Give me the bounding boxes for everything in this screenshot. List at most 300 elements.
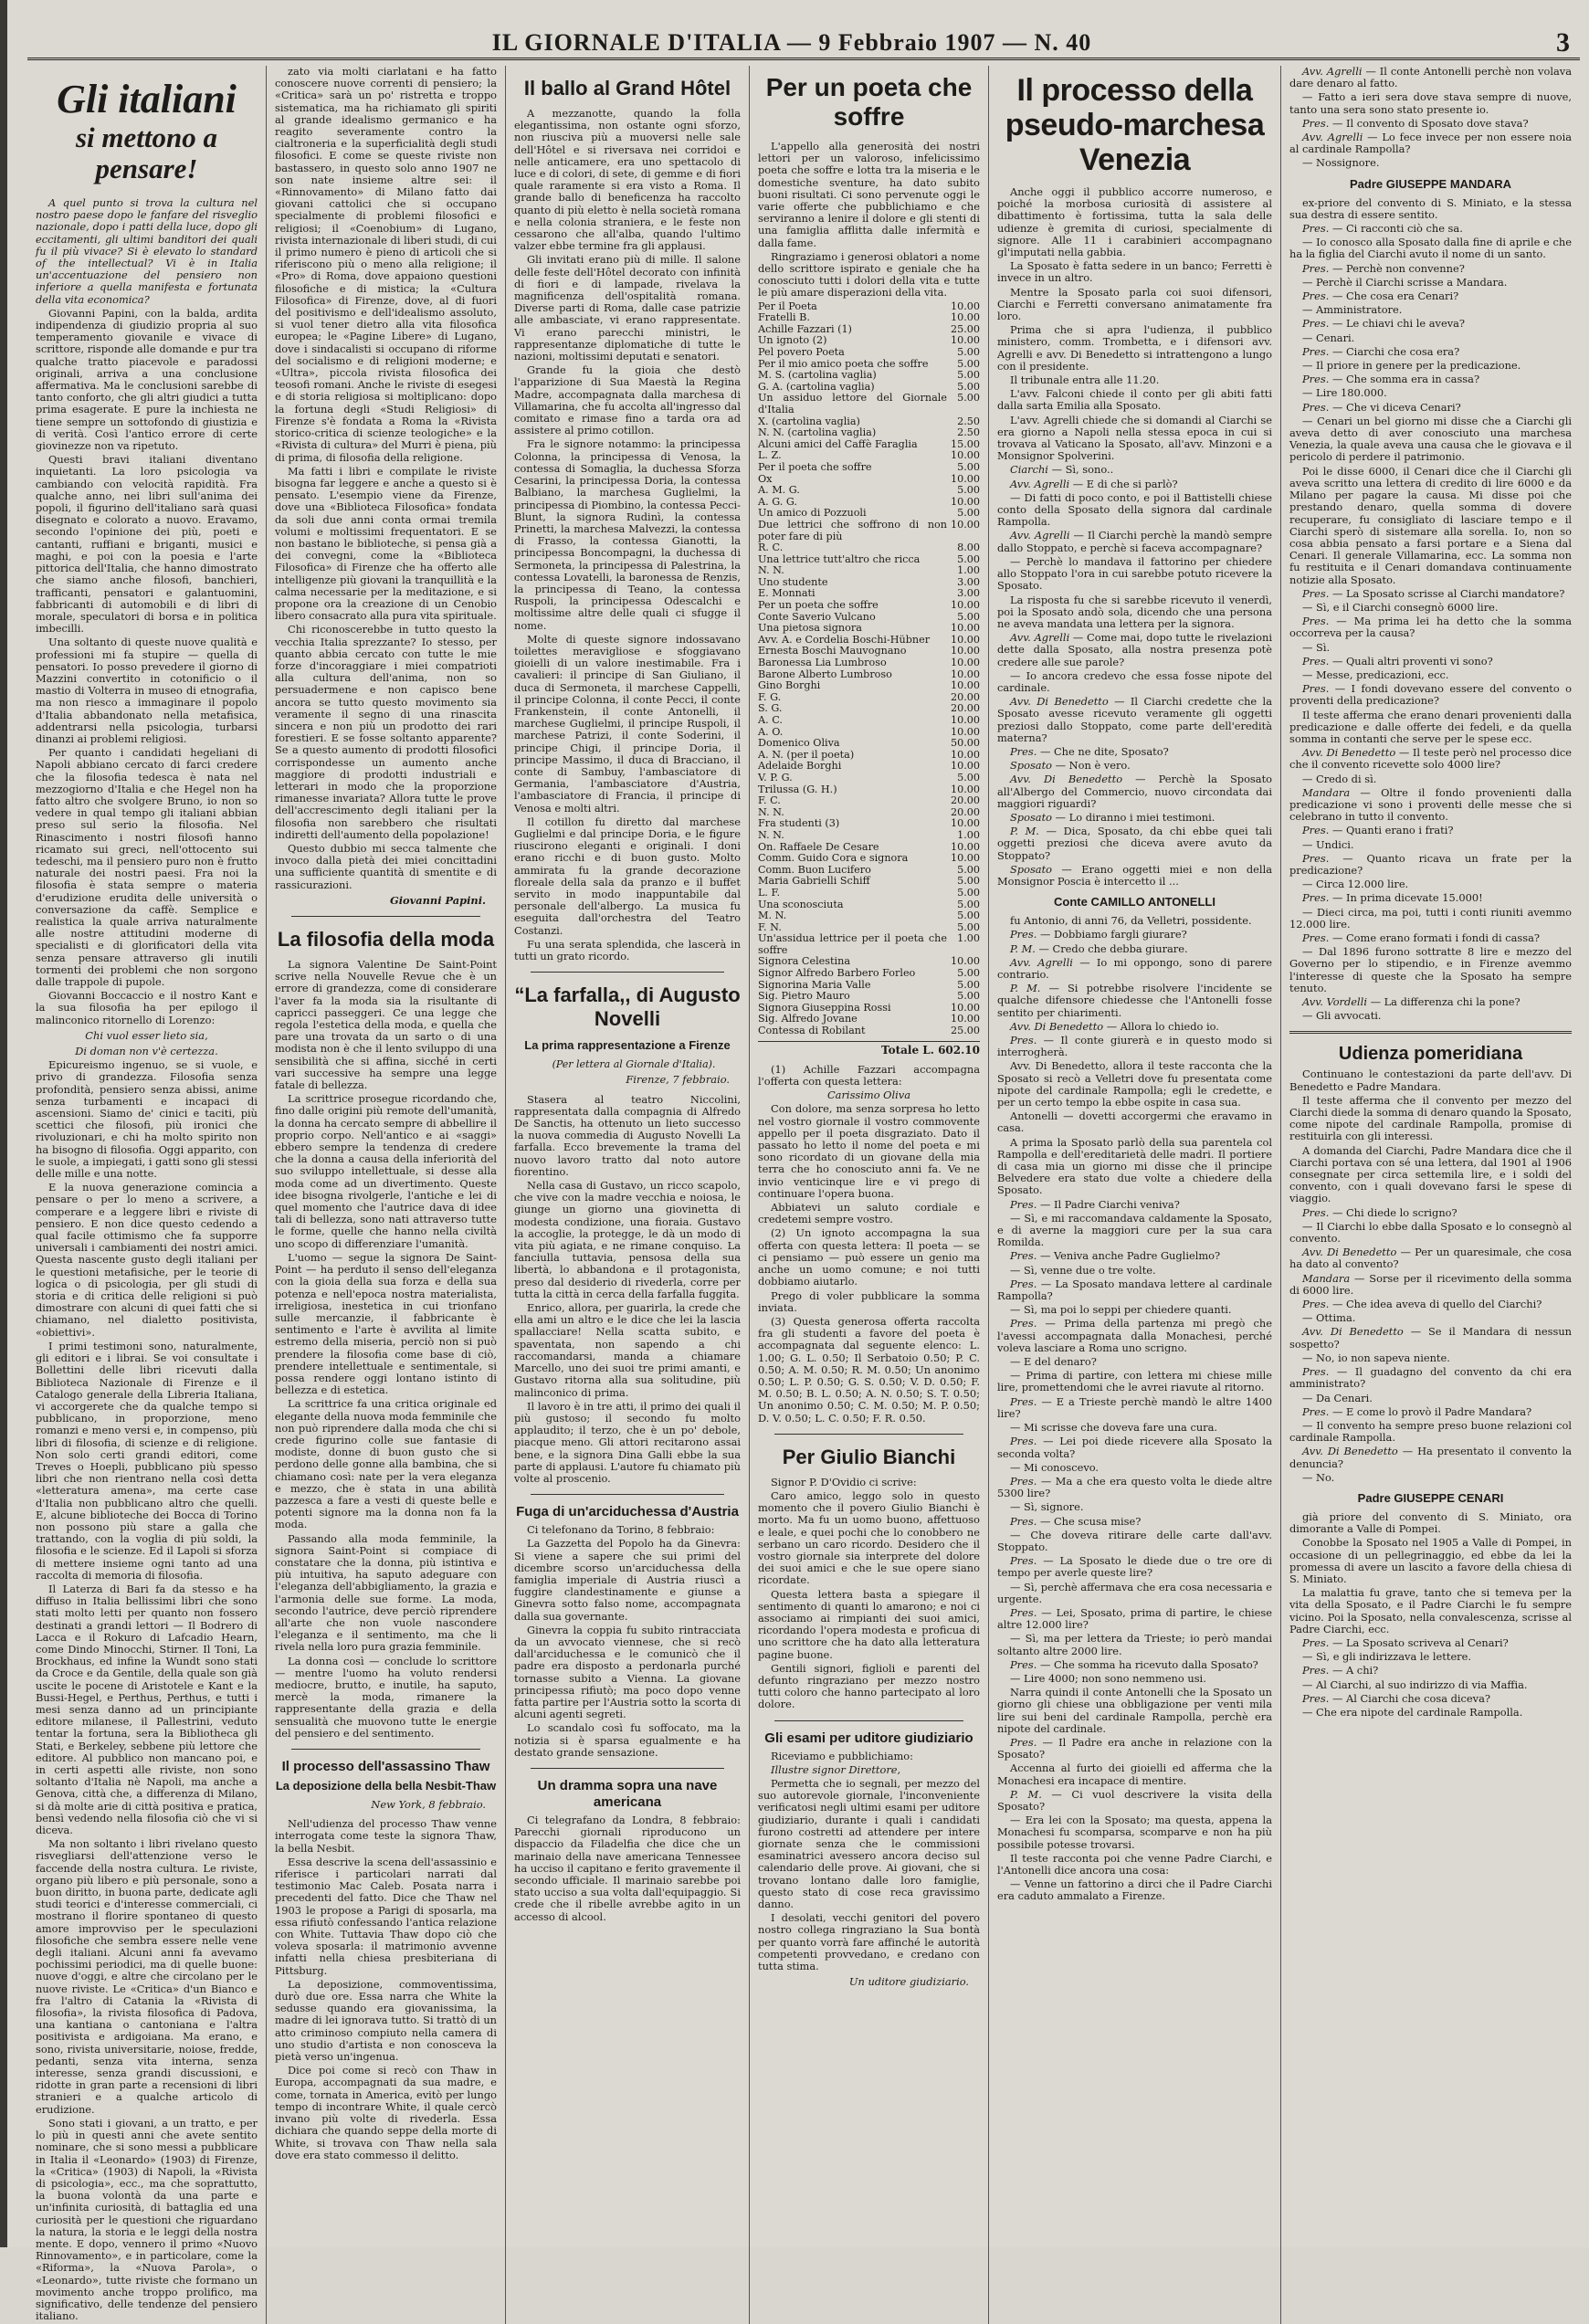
dialogue-text: Avv. Di Benedetto, allora il teste racconta che la Sposato si recò a Velletri dove fu presentata come nipote del cardinale Rampolla; egli le credette, e per un certo tempo la ebbe ospite in casa sua. xyxy=(997,1059,1272,1109)
dialogue-text: — La Sposato scriveva al Cenari? xyxy=(1331,1635,1509,1649)
masthead-title: IL GIORNALE D'ITALIA — 9 Febbraio 1907 — N. 40 xyxy=(491,28,1092,56)
dialogue-line xyxy=(1289,332,1572,344)
dialogue-text: — Perchè lo mandava il fattorino per chiedere allo Stoppato l'ora in cui sarebbe potuto ricevere la Sposato. xyxy=(997,554,1272,593)
speaker-name: Pres. xyxy=(1010,1474,1037,1488)
donation-amount: 5.00 xyxy=(957,920,980,933)
donation-amount: 10.00 xyxy=(950,725,980,738)
dialogue-line xyxy=(997,594,1272,631)
donor-name: Fra studenti (3) xyxy=(758,817,840,830)
paragraph: La donna così — conclude lo scrittore — mentre l'uomo ha voluto rendersi mediocre, brutto, e inutile, ha saputo, mercè la moda, rimanere la rappresentante della grazia e della sensualità che muovono tutte le energie del pensiero e del sentimento. xyxy=(275,1654,497,1740)
paragraph: Grande fu la gioia che destò l'apparizione di Sua Maestà la Regina Madre, accompagnata dalla marchesa di Villamarina, che fu accolta all'ingresso dal comitato e rimase fino a tarda ora ad assistere al primo cotillon. xyxy=(514,363,741,437)
dialogue-text: — Quali altri proventi vi sono? xyxy=(1331,654,1493,668)
dialogue-text: — Sì, ma per lettera da Trieste; io però mandai soltanto altre 2000 lire. xyxy=(997,1632,1272,1657)
dialogue-line xyxy=(997,1110,1272,1134)
donor-name: A. N. (per il poeta) xyxy=(758,748,855,761)
speaker-name: Pres. xyxy=(1010,1605,1037,1619)
dialogue-text: — Che ne dite, Sposato? xyxy=(1039,744,1169,758)
speaker-name: P. M. xyxy=(1010,1787,1042,1801)
dialogue-text: — Sì, sono.. xyxy=(1051,463,1114,477)
donation-row xyxy=(758,818,980,830)
speaker-name: Pres. xyxy=(1302,931,1330,944)
speaker-name: Pres. xyxy=(1302,1404,1330,1418)
speaker-name: P. M. xyxy=(1010,825,1039,838)
donation-amount: 10.00 xyxy=(950,955,980,968)
donor-name: A. G. G. xyxy=(758,495,797,508)
donation-row xyxy=(758,565,980,577)
donation-amount: 5.00 xyxy=(957,507,980,520)
paragraph: Questo dubbio mi secca talmente che invoco dalla pietà dei miei concittadini una sufficiente quantità di smentite e di rassicurazioni. xyxy=(275,842,497,891)
donation-row xyxy=(758,830,980,842)
donation-row xyxy=(758,795,980,807)
donation-row xyxy=(758,968,980,980)
dialogue-line xyxy=(1289,1352,1572,1364)
paragraph: Dice poi come si recò con Thaw in Europa, accompagnati da sua madre, e come, tornata in America, evitò per lungo tempo di incontrare White, il quale cercò invano più volte di rivederla. Essa dichiara che quando seppe della morte di White, si trovava con Thaw nella sala dove era stato commesso il delitto. xyxy=(275,2064,497,2161)
donation-amount: 5.00 xyxy=(957,910,980,922)
paragraph: Passando alla moda femminile, la signora Saint-Point si compiace di constatare che la donna, più istintiva e più intuitiva, ha saputo adeguare con l'eleganza dell'abbigliamento, la grazia e l'armonia delle sue forme. La moda, secondo l'autrice, deve perciò riprendere all'arte che non vuole nascondere l'eleganza e il sentimento, ma che li rivela nella loro pura grazia femminile. xyxy=(275,1531,497,1654)
dialogue-text: — Il teste però nel processo dice che il convento ricevette solo 4000 lire? xyxy=(1289,746,1573,772)
speaker-name: Pres. xyxy=(1302,344,1330,358)
dialogue-line xyxy=(997,929,1272,941)
dialogue-text: — Era lei con la Sposato; ma questa, appena la Monachesi fu scomparsa, scomparve e non ha più possibile potesse trovarsi. xyxy=(997,1814,1272,1851)
dialogue-line xyxy=(1289,642,1572,654)
donor-name: Per il poeta che soffre xyxy=(758,460,872,473)
donor-name: Due lettrici che soffrono di non poter fare di più xyxy=(758,518,947,542)
donation-amount: 2.50 xyxy=(957,415,980,427)
witness-heading: Padre GIUSEPPE MANDARA xyxy=(1350,176,1511,191)
donor-name: L. Z. xyxy=(758,449,782,462)
article-subtitle: La prima rappresentazione a Firenze xyxy=(524,1038,731,1053)
paragraph: Il Laterza di Bari fa da stesso e ha diffuso in Italia bellissimi libri che sono stati molto letti per quanto non fossero destinati a grandi lettori — Il Bodrero di Lacca e il Rokuro di Lafcadio Hearn, come Dindo Minocchi, Stirner. Il Toni, La Brockhaus, ed infine la Wundt sono stati da Croce e da Gentile, della quale son già uscite le pocene di Aristotele e Kant e la Bussi-Hegel, e Perthus, Perthus, e tutti i mesi senza danno ad un principiante editore milanese, il Pallestrini, veduto tentar la fortuna, sera la Bibliotheca gli Stati, e Berkeley, sebbene più lettore che editore. Al pubblico non mancano poi, e in certi aspetti alle riviste, non sono soltanto d'Italia nè Napoli, ma anche a Genova, città che, a differenza di Milano, si dà molte arie di città positiva e pratica, bensì vedendo nella filosofia ciò che vi si diceva. xyxy=(36,1582,258,1837)
dialogue-line xyxy=(997,1250,1272,1262)
dialogue-text: — Lire 4000; non sono nemmeno usi. xyxy=(1010,1671,1206,1685)
paragraph: Il cotillon fu diretto dal marchese Guglielmi e dal principe Doria, e le figure riuscirono eleganti e originali. I doni erano ricchi e di buon gusto. Molto ammirata fu la grande decorazione floreale della sala da pranzo e il buffet servito in modo inappuntabile dal personale dell'albergo. La musica fu eseguita dall'orchestra del Teatro Costanzi. xyxy=(514,815,741,937)
speaker-name: Avv. Di Benedetto xyxy=(1302,1445,1398,1458)
dialogue-text: — Al Ciarchi, al suo indirizzo di via Maffia. xyxy=(1302,1677,1528,1691)
dialogue-line xyxy=(997,1501,1272,1513)
dialogue-line xyxy=(997,943,1272,955)
donor-name: Comm. Guido Cora e signora xyxy=(758,852,909,865)
donation-amount: 20.00 xyxy=(950,690,980,703)
donation-amount: 10.00 xyxy=(950,1013,980,1025)
donor-name: Per il Poeta xyxy=(758,300,817,312)
dialogue-text: — Oltre il fondo provenienti dalla predicazione vi sono i proventi delle messe che si celebrano in tutto il convento. xyxy=(1289,785,1573,824)
speaker-name: Avv. Agrelli xyxy=(1302,65,1363,78)
dialogue-line xyxy=(997,1356,1272,1368)
divider xyxy=(531,972,724,973)
donation-amount: 20.00 xyxy=(950,794,980,807)
speaker-name: Pres. xyxy=(1302,1205,1330,1219)
dialogue-text: — Il Padre era anche in relazione con la Sposato? xyxy=(997,1735,1272,1761)
column-6 xyxy=(1281,66,1580,2324)
paragraph: fu Antonio, di anni 76, da Velletri, possidente. xyxy=(1010,914,1252,928)
donation-amount: 10.00 xyxy=(950,518,980,531)
donation-amount: 5.00 xyxy=(957,460,980,473)
donation-row xyxy=(758,715,980,727)
paragraph: Prima che si apra l'udienza, il pubblico ministero, comm. Trombetta, e i difensori avv. Agrelli e avv. Di Benedetto si intrattengono a lungo con il presidente. xyxy=(997,323,1272,373)
dialogue-line xyxy=(1289,1707,1572,1719)
donation-row xyxy=(758,542,980,554)
dialogue-text: — Dal 1896 furono sottratte 8 lire e mezzo del Governo per lo stipendio, e in Firenze avemmo l'interesse di queste che la Sposato ha sempre tenuto. xyxy=(1289,945,1572,994)
donation-amount: 10.00 xyxy=(950,633,980,646)
column-1 xyxy=(27,66,267,2324)
donation-amount: 3.00 xyxy=(957,587,980,600)
paragraph: Per quanto i candidati hegeliani di Napoli abbiano cercato di farci credere che la filosofia tedesca è nata nel mezzogiorno d'Italia e che Hegel non ha fatto altro che svolgere Bruno, io non so vedere in qual tempo gli italiani abbian preso sul serio la filosofia. Nel Rinascimento i nostri filosofi hanno ricamato sui greci, nell'ottocento sui tedeschi, ma il pensiero puro non è frutto naturale dei nostri paesi. Fra noi la filosofia è stata sempre o materia d'erudizione erudita delle università o conversazione da caffè. Semplice e realistica la quale arriva naturalmente alle nostre attitudini moderne di specialisti e di glorificatori della vita senza pensare attraverso gli inutili tormenti dei problemi che non sorgono dalle trappole di pupole. xyxy=(36,746,258,988)
dialogue-text: — Lo fece invece per non essere noia al cardinale Rampolla? xyxy=(1289,131,1573,156)
dialogue-block xyxy=(997,464,1272,888)
speaker-name: Pres. xyxy=(1010,744,1037,758)
dialogue-line xyxy=(997,478,1272,490)
dialogue-line xyxy=(997,1199,1272,1211)
donation-row xyxy=(758,393,980,415)
speaker-name: Pres. xyxy=(1302,824,1330,837)
dialogue-text: — La Sposato mandava lettere al cardinale Rampolla? xyxy=(997,1277,1272,1303)
speaker-name: Pres. xyxy=(1302,289,1330,303)
donor-name: A. O. xyxy=(758,725,784,738)
dialogue-text: — La differenza chi la pone? xyxy=(1370,995,1521,1009)
donation-amount: 10.00 xyxy=(950,714,980,727)
divider xyxy=(1289,1031,1572,1034)
speaker-name: Avv. Di Benedetto xyxy=(1302,746,1396,760)
paragraph: Nell'udienza del processo Thaw venne interrogata come teste la signora Thaw, la bella Nesbit. xyxy=(275,1817,497,1855)
dialogue-text: — Il priore in genere per la predicazione. xyxy=(1302,359,1521,373)
dialogue-line xyxy=(997,670,1272,694)
dialogue-line xyxy=(1289,387,1572,399)
donor-name: S. G. xyxy=(758,702,783,715)
paragraph: Signor P. D'Ovidio ci scrive: xyxy=(771,1475,917,1488)
speaker-name: Pres. xyxy=(1302,682,1330,696)
dialogue-line xyxy=(997,1137,1272,1197)
speaker-name: Avv. Agrelli xyxy=(1010,631,1070,645)
donation-amount: 10.00 xyxy=(950,449,980,462)
donation-amount: 50.00 xyxy=(950,737,980,750)
donation-row xyxy=(758,485,980,497)
speaker-name: Pres. xyxy=(1302,116,1330,130)
paragraph: Epicureismo ingenuo, se si vuole, e privo di grandezza. Filosofia senza profondità, pensiero senza abissi, anime senza turbamenti e incapaci di ascensioni. Siamo de' cinici e taciti, più scettici che filosofi, più ironici che rivoluzionari, e chi ha molto spirito non ha bisogno di filosofia. Oggi apparito, con le suole, a impiegati, i gatti sono gli stessi delle mille e una notte. xyxy=(36,1058,258,1181)
dialogue-line xyxy=(997,1396,1272,1420)
dialogue-text: — Prima della partenza mi pregò che l'avessi accompagnata dalla Monachesi, perché voleva lasciare a Roma uno scrigno. xyxy=(997,1317,1273,1354)
column-3 xyxy=(506,66,750,2324)
paragraph: Il teste afferma che erano denari provenienti dalla predicazione e dalle offerte dei fedeli, e da quella somma in contanti che serve per le spese ecc. xyxy=(1289,708,1572,745)
donor-name: N. N. xyxy=(758,805,784,818)
divider xyxy=(531,1494,724,1495)
speaker-name: Pres. xyxy=(1302,891,1330,905)
dialogue-line xyxy=(1289,1406,1572,1418)
donor-name: A. C. xyxy=(758,714,783,727)
donor-name: Comm. Buon Lucifero xyxy=(758,863,871,876)
dialogue-text: — La Sposato scrisse al Ciarchi mandatore? xyxy=(1331,586,1565,600)
article-title-esami: Gli esami per uditore giudiziario xyxy=(764,1730,973,1746)
dialogue-line xyxy=(997,492,1272,529)
donation-amount: 3.00 xyxy=(957,575,980,588)
dialogue-text: — I fondi dovevano essere del convento o proventi della predicazione? xyxy=(1289,682,1572,708)
donation-row xyxy=(758,910,980,922)
speaker-name: Pres. xyxy=(1010,1034,1037,1046)
donor-name: Per un poeta che soffre xyxy=(758,599,879,612)
paragraph: Riceviamo e pubblichiamo: xyxy=(771,1749,913,1762)
dialogue-text: — Il Ciarchi perchè la mandò sempre dallo Stoppato, e perchè si faceva accompagnare? xyxy=(997,529,1273,554)
article-note: (Per lettera al Giornale d'Italia). xyxy=(552,1058,716,1071)
paragraph: Il tribunale entra alle 11.20. xyxy=(1010,373,1160,387)
donor-name: F. N. xyxy=(758,920,782,933)
donation-row xyxy=(758,657,980,669)
paragraph: La Gazzetta del Popolo ha da Ginevra: Si viene a sapere che sui primi del dicembre scorso un'arciduchessa della famiglia imperiale di Austria riuscì a fuggire clandestinamente e giunse a Ginevra sotto falso nome, accompagnata dalla sua governante. xyxy=(514,1537,741,1623)
dialogue-text: — Che cosa era Cenari? xyxy=(1331,289,1459,303)
paragraph: L'avv. Falconi chiede il conto per gli abiti fatti dalla sarta Emilia alla Sposato. xyxy=(997,387,1272,413)
dialogue-text: — Venne un fattorino a dirci che il Padre Ciarchi era caduto ammalato a Firenze. xyxy=(997,1877,1272,1903)
dialogue-line xyxy=(1289,773,1572,785)
columns xyxy=(27,65,1580,2323)
paragraph: I desolati, vecchi genitori del povero nostro collega ringraziano la Sua bontà per quanto vorrà fare affinché le autorità competenti provvedano, e credano con tutta stima. xyxy=(758,1911,980,1973)
dialogue-line xyxy=(997,1607,1272,1631)
dialogue-line xyxy=(997,1370,1272,1393)
dialogue-line xyxy=(997,1673,1272,1685)
dialogue-line xyxy=(997,1035,1272,1058)
donor-name: Gino Borghi xyxy=(758,679,821,692)
dialogue-text: — Dica, Sposato, da chi ebbe quei tali oggetti preziosi che diceva avere avuto da Stoppato? xyxy=(997,825,1272,862)
article-title-giulio-bianchi: Per Giulio Bianchi xyxy=(782,1445,956,1468)
dialogue-text: — Per un quaresimale, che cosa ha dato al convento? xyxy=(1289,1246,1573,1271)
donations-total: Totale L. 602.10 xyxy=(758,1041,980,1057)
dialogue-text: — Mi scrisse che doveva fare una cura. xyxy=(1010,1421,1218,1435)
dialogue-text: — Io mi oppongo, sono di parere contrario. xyxy=(997,955,1273,981)
dialogue-text: — Perchè il Ciarchi scrisse a Mandara. xyxy=(1302,275,1508,289)
paragraph: Chi riconoscerebbe in tutto questo la vecchia Italia sprezzante? Io stesso, per quanto abbia cercato con tutte le mie forze d'incoraggiare i miei compatrioti alla cultura dell'anima, non so persuadermene e non capisco bene ancora se tutto questo movimento sia veramente il segno di una rinascita sincera e non più un prodotto dei rari forestieri. E se fosse soltanto apparente? Se a questo aumento di prodotti filosofici corrispondesse un aumento anche maggiore di prodotti industriali e letterari in modo che la proporzione rimanesse invariata? Allora tutte le prove dell'accrescimento degli italiani per la filosofia non sarebbero che risultati indiretti dell'aumento della popolazione! xyxy=(275,623,497,841)
dialogue-text: — Sì, ma poi lo seppi per chiedere quanti. xyxy=(1010,1303,1232,1317)
donation-amount: 5.00 xyxy=(957,552,980,565)
dialogue-text: — Che scusa mise? xyxy=(1039,1514,1142,1528)
speaker-name: Pres. xyxy=(1010,1249,1037,1263)
paragraph: Permetta che io segnali, per mezzo del suo autorevole giornale, l'inconveniente verificatosi negli ultimi esami per uditore giudiziario, durante i quali i candidati furono costretti ad attendere per intere giornate senza che le commissioni esaminatrici avessero ancora deciso sul calendario delle prove. Ai giovani, che si trovano lontano dalle loro famiglie, questo stato di cose reca gravissimo danno. xyxy=(758,1777,980,1911)
dialogue-text: — Undici. xyxy=(1302,837,1354,851)
speaker-name: Pres. xyxy=(1302,654,1330,668)
dialogue-line xyxy=(1289,415,1572,464)
dialogue-line xyxy=(1289,263,1572,275)
speaker-name: Pres. xyxy=(1010,1277,1037,1290)
paragraph: Sono stati i giovani, a un tratto, e per lo più in questi anni che avete sentito nominare, che si sono messi a pubblicare in Italia il «Leonardo» (1903) di Firenze, la «Critica» (1903) di Napoli, la «Rivista di psicologia», ecc., ma che soprattutto, la buona volontà da una parte e un'infinita curiosità, di battaglia ed una curiosità per le questioni che riguardano la natura, la storia e le leggi della nostra mente. E dopo, vennero il primo «Nuovo Rinnovamento», e in particolare, come la «Riforma», la «Nuova Parola», o «Leonardo», tutte riviste che formano un movimento anche troppo prolifico, ma significativo, delle tendenze del pensiero italiano. xyxy=(36,2116,258,2323)
donation-row xyxy=(758,347,980,359)
dialogue-text: A prima la Sposato parlò della sua parentela col Rampolla e dell'ereditarietà delle madri. Il portiere di casa mia un giorno mi disse che il principe Belvedere era stato due volte a chiedere della Sposato. xyxy=(997,1135,1272,1197)
dialogue-line xyxy=(997,696,1272,744)
paragraph: Molte di queste signore indossavano toilettes meravigliose e sfoggiavano gioielli di un valore inestimabile. Fra i cavalieri: il principe di San Giuliano, il duca di Sermoneta, il marchese Cappelli, il principe Colonna, il conte Pecci, il conte Frankenstein, il conte Antonelli, il marchese Guglielmi, il principe Ruspoli, il marchese Patrizi, il conte Soderini, il principe Chigi, il principe Doria, il principe Massimo, il duca di Bracciano, il conte di Sambuy, l'ambasciatore di Germania, l'ambasciatore d'Austria, l'ambasciatore di Francia, il principe di Venosa e molti altri. xyxy=(514,632,741,815)
paragraph: Enrico, allora, per guarirla, la crede che ella ami un altro e le dice che lei la lascia spallacciare! Nella scatta subito, e spaventata, non sapendo a chi raccomandarsi, manda a chiamare Marcello, uno dei suoi tre primi amanti, e Gustavo ritorna alla sua solitudine, più malinconico di prima. xyxy=(514,1301,741,1399)
dialogue-line xyxy=(1289,656,1572,668)
donor-name: F. G. xyxy=(758,690,782,703)
dialogue-text: — Ha presentato il convento la denuncia? xyxy=(1289,1445,1573,1470)
dialogue-line xyxy=(997,1422,1272,1434)
speaker-name: Pres. xyxy=(1302,222,1330,236)
dialogue-line xyxy=(1289,669,1572,681)
dialogue-text: — Mi conoscevo. xyxy=(1010,1460,1100,1474)
paragraph: I primi testimoni sono, naturalmente, gli editori e i librai. Se voi consultate i Bollettini delle libri ricevuti dalla Biblioteca Nazionale di Firenze e il Catalogo generale della Libreria Italiana, vi accorgerete che da qualche tempo si pubblicano, in proporzione, meno romanzi e meno versi e, in compenso, più libri di filosofia, di scienze e di religione. Non solo certi grandi editori, come Treves o Hoepli, pubblicano più spesso libri che non rientrano nella così detta «letteratura amena», ma certe case d'Italia non pubblicano altro che quelli. E, alcune biblioteche dei Bocca di Torino non possono più stare a galla che trattando, con la voglia di più soldi, la filosofia e le scienze. Ed il Lapoli si sforza di mettere insieme ogni tanto ad una raccolta di memoria di filosofia. xyxy=(36,1339,258,1582)
signature: Un uditore giudiziario. xyxy=(848,1975,969,1989)
donor-name: Trilussa (G. H.) xyxy=(758,783,837,795)
paragraph: A domanda del Ciarchi, Padre Mandara dice che il Ciarchi portava con sé una lettera, dal 1901 al 1906 consegnate per circa settemila lire, e i soldi del convento, con i quali dovevano farsi le spese di viaggio. xyxy=(1289,1143,1572,1205)
paragraph: Questi bravi italiani diventano inquietanti. La loro psicologia va cambiando con velocità rapidità. Fra qualche anno, nei libri sull'anima dei popoli, il figurino dell'italiano sarà quasi disegnato e colorato a nuovo. Eravamo, secondo l'opinione dei più, poeti e cantanti, ruffiani e briganti, musici e maghi, e poi con la poesia e l'arte pittorica dell'Italia, che hanno dimostrato che siamo anche filosofi, banchieri, trafficanti, pensatori e galantuomini, fabbricanti di automobili e di libri di morale, speculatori di borsa e in politica imbecilli. xyxy=(36,453,258,636)
speaker-name: Pres. xyxy=(1302,1664,1330,1677)
article-subtitle: La deposizione della bella Nesbit-Thaw xyxy=(275,1779,497,1793)
dialogue-text: — Ottima. xyxy=(1302,1311,1356,1325)
dialogue-line xyxy=(1289,839,1572,851)
dialogue-line xyxy=(1289,1651,1572,1663)
donor-name: R. C. xyxy=(758,542,784,554)
donation-amount: 5.00 xyxy=(957,875,980,888)
footnote: (2) Un ignoto accompagna la sua offerta con questa lettera: Il poeta — se ci pensiamo — può essere un genio ma anche un uomo comune; e noi tutti dobbiamo aiutarlo. xyxy=(758,1226,980,1288)
dialogue-line xyxy=(1289,1326,1572,1350)
divider xyxy=(291,916,480,917)
dialogue-line xyxy=(997,983,1272,1019)
dialogue-line xyxy=(1289,1273,1572,1297)
dialogue-line xyxy=(1289,907,1572,931)
donation-row xyxy=(758,680,980,692)
donation-row xyxy=(758,703,980,715)
dialogue-line xyxy=(997,1021,1272,1033)
donation-amount: 10.00 xyxy=(950,840,980,853)
dialogue-line xyxy=(1289,360,1572,372)
paragraph: Gli invitati erano più di mille. Il salone delle feste dell'Hôtel decorato con infinità di fiori e di lampade, rivelava la magnificenza dell'ospitalità romana. Diverse parti di Roma, dalle case patrizie alle ambasciate, vi erano rappresentate. Vi erano parecchi ministri, le rappresentanze diplomatiche di tutte le nazioni, moltissimi deputati e senatori. xyxy=(514,253,741,363)
dialogue-line xyxy=(1289,304,1572,316)
donor-name: Un assiduo lettore del Giornale d'Italia xyxy=(758,392,947,415)
speaker-name: Pres. xyxy=(1302,400,1330,414)
paragraph: Con dolore, ma senza sorpresa ho letto nel vostro giornale il vostro commovente appello per il poeta disgraziato. Dato il passato ho letto il nome del poeta e mi sono ricordato di un giovane della mia terra che ho conosciuto anni fa. Ve ne invio venticinque lire e vi prego di continuare l'opera buona. xyxy=(758,1102,980,1200)
donation-amount: 5.00 xyxy=(957,346,980,359)
donation-amount: 10.00 xyxy=(950,748,980,761)
speaker-name: Pres. xyxy=(1010,1435,1037,1448)
donor-name: X. (cartolina vaglia) xyxy=(758,415,860,427)
dialogue-text: — Il guadagno del convento da chi era amministrato? xyxy=(1289,1365,1573,1391)
signature: Giovanni Papini. xyxy=(389,893,486,907)
dialogue-text: — Io conosco alla Sposato dalla fine di aprile e che ha la figlia del Ciarchi avuto il nome di un santo. xyxy=(1289,236,1572,261)
dialogue-line xyxy=(997,812,1272,824)
speaker-name: Pres. xyxy=(1010,1197,1037,1211)
speaker-name: Pres. xyxy=(1010,1554,1037,1568)
dialogue-line xyxy=(997,1278,1272,1302)
donor-name: Avv. A. e Cordelia Boschi-Hübner xyxy=(758,633,931,646)
dialogue-block xyxy=(1289,747,1572,1022)
dialogue-line xyxy=(1289,1393,1572,1404)
speaker-name: Avv. Di Benedetto xyxy=(1010,1019,1104,1033)
speaker-name: Pres. xyxy=(1010,1514,1037,1528)
footnote: (3) Questa generosa offerta raccolta fra gli studenti a favore del poeta è accompagnata dal seguente elenco: L. 1.00; G. L. 0.50; Il Serbatoio 0.50; P. C. 0.50; A. M. 0.50; R. M. 0.50; Un anonimo 0.50; L. P. 0.50; G. S. 0.50; V. D. 0.50; F. M. 0.50; B. L. 0.50; A. N. 0.50; S. T. 0.50; Un anonimo 0.50; C. M. 0.50; M. P. 0.50; D. V. 0.50; L. C. 0.50; F. R. 0.50. xyxy=(758,1314,980,1425)
dialogue-line xyxy=(1289,1679,1572,1691)
dialogue-text: — E del denaro? xyxy=(1010,1355,1097,1369)
dialogue-line xyxy=(997,957,1272,981)
speaker-name: Avv. Agrelli xyxy=(1010,529,1070,542)
donor-name: Sig. Pietro Mauro xyxy=(758,990,850,1003)
dialogue-text: — Cenari un bel giorno mi disse che a Ciarchi gli aveva detto di aver conosciuto una marchesa Venezia, la quale aveva una causa che le giovava e il pericolo di perdere il patrimonio. xyxy=(1289,414,1572,464)
dialogue-text: — Come mai, dopo tutte le rivelazioni dette dalla Sposato, alla nostra presenza potè credere alle sue parole? xyxy=(997,631,1273,668)
paragraph: Ringraziamo i generosi oblatori a nome dello scrittore ispirato e geniale che ha conosciuto tutti i dolori della vita e tutte le più amare disperazioni della vita. xyxy=(758,249,980,300)
donor-name: Un ignoto (2) xyxy=(758,334,827,347)
donor-name: Signora Giuseppina Rossi xyxy=(758,1001,891,1014)
paragraph: Narra quindi il conte Antonelli che la Sposato un giorno gli chiese una obbligazione per venti mila lire sui beni del cardinale Rampolla, perchè era nipote del cardinale. xyxy=(997,1686,1272,1735)
donation-amount: 10.00 xyxy=(950,1001,980,1014)
dialogue-line xyxy=(997,1265,1272,1277)
donor-name: Per il mio amico poeta che soffre xyxy=(758,357,929,370)
dialogue-line xyxy=(1289,996,1572,1008)
dialogue-text: — Al Ciarchi che cosa diceva? xyxy=(1331,1691,1490,1705)
dialogue-text: — Sorse per il ricevimento della somma di 6000 lire. xyxy=(1289,1271,1572,1297)
donor-name: Signorina Maria Valle xyxy=(758,978,871,991)
donor-name: M. S. (cartolina vaglia) xyxy=(758,369,877,382)
dialogue-line xyxy=(997,746,1272,758)
dialogue-line xyxy=(997,1659,1272,1671)
dialogue-line xyxy=(1289,91,1572,115)
dialogue-line xyxy=(997,1060,1272,1109)
article-title-poeta: Per un poeta che soffre xyxy=(765,73,973,131)
paragraph: Giovanni Boccaccio e il nostro Kant e la sua filosofia ha per epilogo il malinconico ritornello di Lorenzo: xyxy=(36,989,258,1026)
donor-name: On. Raffaele De Cesare xyxy=(758,840,879,853)
dialogue-line xyxy=(1289,747,1572,771)
dialogue-text: — Credo di sì. xyxy=(1302,772,1377,785)
dialogue-text: — Lei poi diede ricevere alla Sposato la seconda volta? xyxy=(997,1435,1272,1460)
dialogue-text: — E di che si parlò? xyxy=(1072,477,1178,490)
paragraph: Stasera al teatro Niccolini, rappresentata dalla compagnia di Alfredo De Sanctis, ha ottenuto un lieto successo la nuova commedia di Augusto Novelli La farfalla. Ecco brevemente la trama del nuovo lavoro tratto dal noto autore fiorentino. xyxy=(514,1092,741,1178)
donor-name: Fratelli B. xyxy=(758,311,810,324)
dialogue-line xyxy=(1289,878,1572,890)
dialogue-line xyxy=(1289,825,1572,836)
donation-amount: 5.00 xyxy=(957,484,980,497)
speaker-name: Pres. xyxy=(1302,373,1330,386)
dialogue-text: — Sì, e gli indirizzava le lettere. xyxy=(1302,1650,1471,1664)
donation-amount: 10.00 xyxy=(950,645,980,657)
donation-amount: 5.00 xyxy=(957,990,980,1003)
dialogue-text: — Che somma ha ricevuto dalla Sposato? xyxy=(1039,1657,1258,1671)
donation-row xyxy=(758,888,980,899)
verse-quote: Di doman non v'è certezza. xyxy=(75,1045,218,1058)
speaker-name: Pres. xyxy=(1302,1691,1330,1705)
dialogue-line xyxy=(1289,1010,1572,1022)
paragraph: Ma non soltanto i libri rivelano questo risvegliarsi dell'attenzione verso le faccende della nostra cultura. Le riviste, organo più libero e più personale, sono a buon diritto, in buona parte, dedicate agli studi teorici e d'interesse commerciali, ci mostrano il florire spontaneo di questo amore improvviso per le speculazioni filosofiche che sembra essere nelle vene degli italiani. Alcuni anni fa avevamo pochissimi periodici, ma di quelle buone: nuove d'oggi, e altre che circolano per le nuove riviste. Le «Critica» d'un Bianco e fra l'altro di Catania la «Rivista di filosofia», la rivista filosofica di Padova, una kantiana o cantoniana e l'altra positivista e ardigoiana. Ma erano, e sono, rivista universitarie, noiose, fredde, pedanti, senza vita interna, senza interesse, senza grandi discussioni, e ridotte in gran parte a recensioni di libri stranieri e a qualche articolo di erudizione. xyxy=(36,1837,258,2116)
dialogue-text: — Ma a che era questo volta le diede altre 5300 lire? xyxy=(997,1474,1273,1500)
dialogue-text: — Prima di partire, con lettera mi chiese mille lire, promettendomi che le avrei riavute al ritorno. xyxy=(997,1369,1272,1394)
divider xyxy=(291,1749,480,1750)
dialogue-line xyxy=(1289,615,1572,639)
dialogue-text: — Ci vuol descrivere la visita della Sposato? xyxy=(997,1787,1272,1813)
dialogue-line xyxy=(1289,1221,1572,1245)
dialogue-text: — Circa 12.000 lire. xyxy=(1302,878,1409,891)
paragraph: Abbiatevi un saluto cordiale e credetemi sempre vostro. xyxy=(758,1201,980,1226)
donor-name: Ernesta Boschi Mauvognano xyxy=(758,645,907,657)
dialogue-text: — Si potrebbe risolvere l'incidente se qualche difensore chiedesse che l'Antonelli fosse sentito per chiarimenti. xyxy=(997,982,1272,1019)
dialogue-text: — Sì, signore. xyxy=(1010,1500,1084,1514)
speaker-name: P. M. xyxy=(1010,941,1036,955)
article-title-arciduchessa: Fuga di un'arciduchessa d'Austria xyxy=(516,1504,739,1520)
donation-amount: 10.00 xyxy=(950,300,980,312)
donation-amount: 2.50 xyxy=(957,426,980,439)
speaker-name: Mandara xyxy=(1302,785,1351,799)
divider xyxy=(774,1434,963,1435)
donor-name: Barone Alberto Lumbroso xyxy=(758,668,892,680)
paragraph: Continuano le contestazioni da parte dell'avv. Di Benedetto e Padre Mandara. xyxy=(1289,1067,1572,1093)
dialogue-line xyxy=(997,556,1272,593)
dialogue-line xyxy=(997,825,1272,862)
donation-amount: 5.00 xyxy=(957,392,980,405)
speaker-name: Avv. Agrelli xyxy=(1010,955,1073,969)
dialogue-line xyxy=(997,1304,1272,1316)
dialogue-text: — Se il Mandara di nessun sospetto? xyxy=(1289,1325,1572,1351)
dialogue-line xyxy=(1289,131,1572,155)
dialogue-text: — Il convento di Sposato dove stava? xyxy=(1331,116,1529,130)
donation-row xyxy=(758,600,980,612)
dialogue-text: — La Sposato le diede due o tre ore di tempo per averle queste lire? xyxy=(997,1554,1272,1580)
speaker-name: Pres. xyxy=(1302,1635,1330,1649)
footnote: (1) Achille Fazzari accompagna l'offerta con questa lettera: xyxy=(758,1062,980,1088)
dialogue-text: — Quanti erano i frati? xyxy=(1331,824,1454,837)
paragraph: Ma fatti i libri e compilate le riviste bisogna far leggere e anche a questo si è pensato. L'esempio viene da Firenze, dove una «Biblioteca Filosofica» fondata da soli due anni conta ormai tremila volumi e moltissimi frequentatori. E se non bastano le biblioteche, si pensa già a dei convegni, come la «Biblioteca Filosofica» di Firenze che ha offerto alle intelligenze più giovani la tranquillità e la calma necessarie per la meditazione, e si propone ora la creazione di un Cenobio libero consacrato alla pura vita spirituale. xyxy=(275,464,497,623)
dialogue-line xyxy=(997,1462,1272,1474)
dialogue-text: — Messe, predicazioni, ecc. xyxy=(1302,668,1449,681)
dialogue-text: — Sì. xyxy=(1302,640,1331,654)
